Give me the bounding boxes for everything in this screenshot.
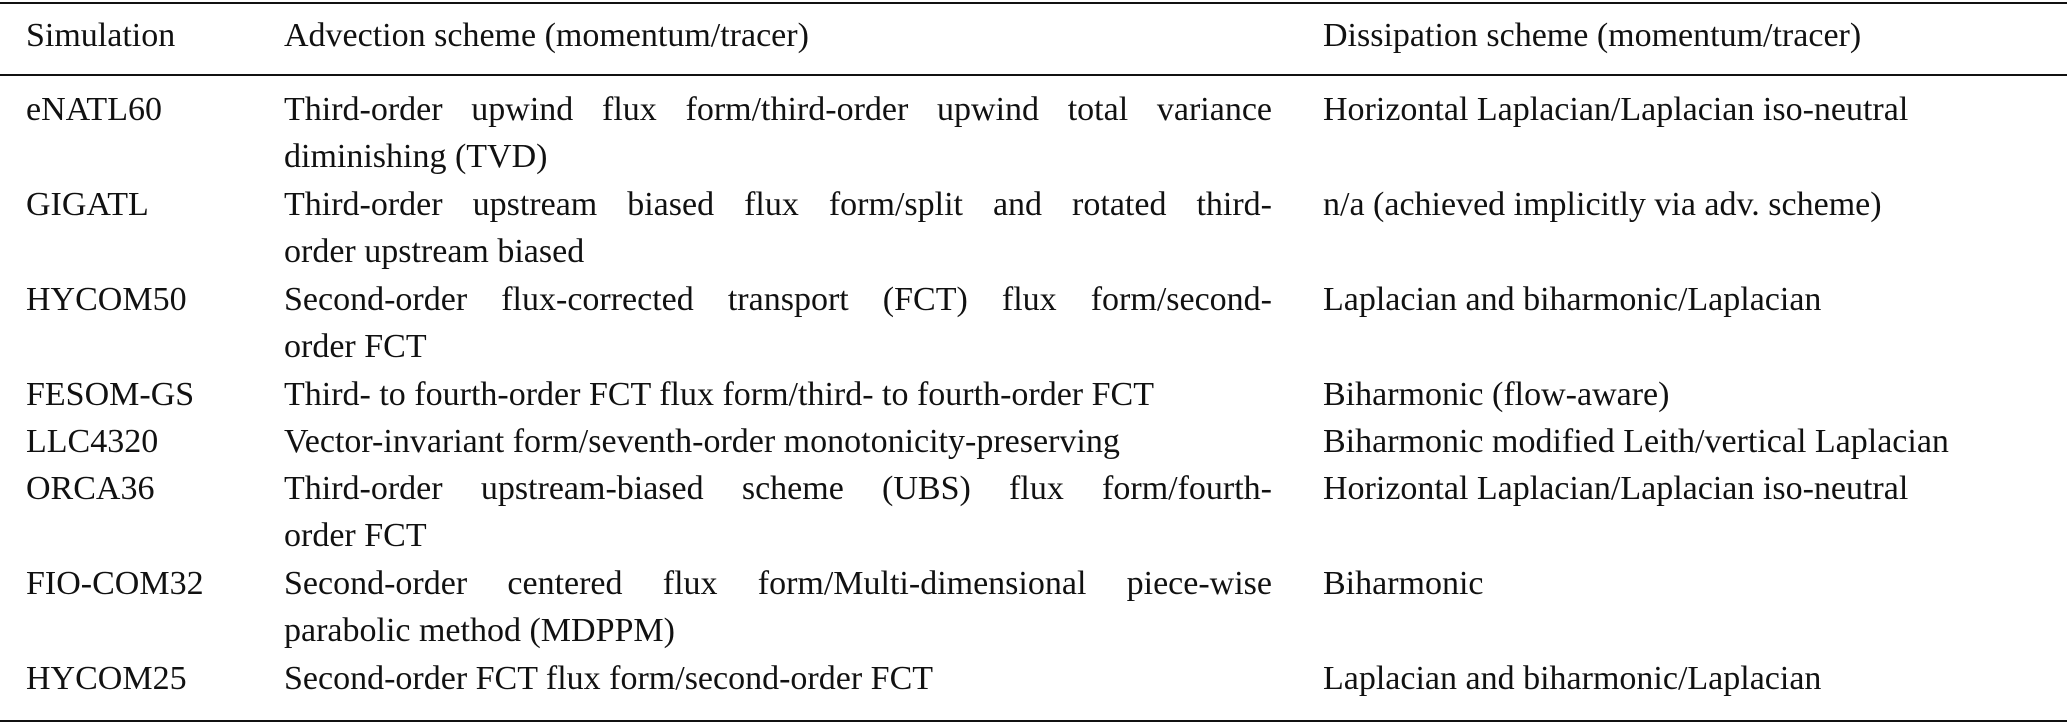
header-advection: Advection scheme (momentum/tracer) — [284, 17, 809, 54]
cell-advection-line: diminishing (TVD) — [284, 138, 548, 175]
cell-advection — [284, 418, 1272, 465]
cell-advection-line: Second-order FCT flux form/second-order FCT — [284, 660, 934, 697]
cell-advection-line: order upstream biased — [284, 233, 585, 270]
cell-dissipation: Laplacian and biharmonic/Laplacian — [1323, 660, 1822, 697]
cell-advection — [284, 465, 1272, 559]
cell-advection-line: order FCT — [284, 328, 427, 365]
cell-simulation: FESOM-GS — [26, 376, 195, 413]
cell-simulation: LLC4320 — [26, 423, 159, 460]
cell-advection — [284, 86, 1272, 180]
cell-simulation: HYCOM25 — [26, 660, 187, 697]
cell-advection-line: Second-order flux-corrected transport (FCT) flux form/second- — [284, 281, 1272, 318]
cell-advection-line: Third-order upstream-biased scheme (UBS) flux form/fourth- — [284, 470, 1272, 507]
cell-simulation: FIO-COM32 — [26, 565, 204, 602]
cell-dissipation: Laplacian and biharmonic/Laplacian — [1323, 281, 1822, 318]
cell-advection-line: Third- to fourth-order FCT flux form/third- to fourth-order FCT — [284, 376, 1154, 413]
cell-advection-line: Vector-invariant form/seventh-order monotonicity-preserving — [284, 423, 1120, 460]
table-top-rule — [0, 2, 2067, 4]
cell-dissipation: Horizontal Laplacian/Laplacian iso-neutral — [1323, 470, 1909, 507]
cell-simulation: ORCA36 — [26, 470, 155, 507]
table-bottom-rule — [0, 720, 2067, 722]
cell-dissipation: Biharmonic — [1323, 565, 1484, 602]
header-dissipation: Dissipation scheme (momentum/tracer) — [1323, 17, 1862, 54]
cell-advection — [284, 276, 1272, 370]
table-header-rule — [0, 74, 2067, 76]
cell-advection-line: parabolic method (MDPPM) — [284, 612, 675, 649]
cell-simulation: eNATL60 — [26, 91, 162, 128]
cell-dissipation: Biharmonic modified Leith/vertical Laplacian — [1323, 423, 1949, 460]
cell-advection — [284, 181, 1272, 275]
cell-advection — [284, 371, 1272, 418]
cell-simulation: HYCOM50 — [26, 281, 187, 318]
cell-advection-line: order FCT — [284, 517, 427, 554]
cell-dissipation: Horizontal Laplacian/Laplacian iso-neutral — [1323, 91, 1909, 128]
cell-simulation: GIGATL — [26, 186, 149, 223]
cell-dissipation: Biharmonic (flow-aware) — [1323, 376, 1670, 413]
cell-advection-line: Second-order centered flux form/Multi-dimensional piece-wise — [284, 565, 1272, 602]
cell-advection — [284, 560, 1272, 654]
cell-dissipation: n/a (achieved implicitly via adv. scheme) — [1323, 186, 1882, 223]
header-simulation: Simulation — [26, 17, 176, 54]
cell-advection — [284, 655, 1272, 702]
cell-advection-line: Third-order upstream biased flux form/split and rotated third- — [284, 186, 1272, 223]
cell-advection-line: Third-order upwind flux form/third-order upwind total variance — [284, 91, 1272, 128]
